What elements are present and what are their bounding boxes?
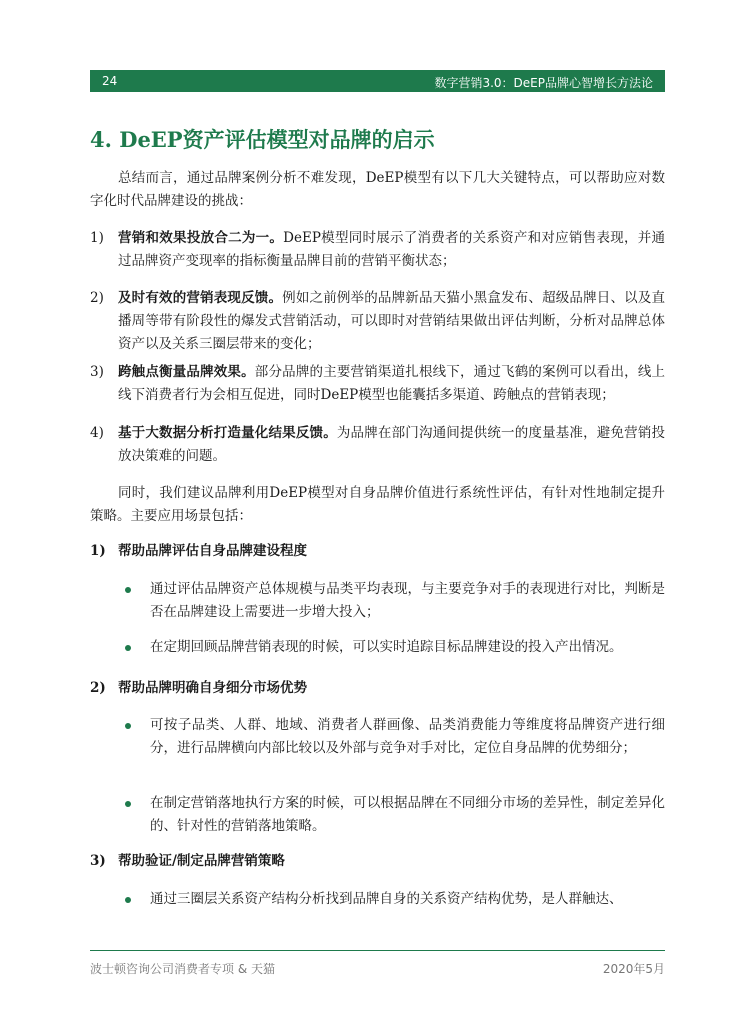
item-number: 4) <box>90 425 104 441</box>
bullet-text: 在定期回顾品牌营销表现的时候，可以实时追踪目标品牌建设的投入产出情况。 <box>150 639 623 655</box>
key-feature-item <box>90 361 665 407</box>
section-title: 4. DeEP资产评估模型对品牌的启示 <box>90 127 435 152</box>
item-lead: 基于大数据分析打造量化结果反馈。 <box>118 425 337 441</box>
recommend-paragraph: 同时，我们建议品牌利用DeEP模型对自身品牌价值进行系统性评估，有针对性地制定提升策略。主要应用场景包括： <box>90 485 665 524</box>
scenario-heading <box>90 850 285 873</box>
bullet-text: 可按子品类、人群、地域、消费者人群画像、品类消费能力等维度将品牌资产进行细分，进行品牌横向内部比较以及外部与竞争对手对比，定位自身品牌的优势细分； <box>150 717 665 756</box>
item-lead: 跨触点衡量品牌效果。 <box>118 364 255 380</box>
bullet-item <box>122 578 665 624</box>
document-title: 数字营销3.0：DeEP品牌心智增长方法论 <box>434 76 653 90</box>
key-feature-item <box>90 287 665 356</box>
item-number: 3) <box>90 364 104 380</box>
item-text: 为品牌在部门沟通间提供统一的度量基准，避免营销投放决策难的问题。 <box>118 425 666 464</box>
scenario-heading <box>90 540 307 563</box>
bullet-item <box>122 888 665 911</box>
item-text: DeEP模型同时展示了消费者的关系资产和对应销售表现，并通过品牌资产变现率的指标衡量品牌目前的营销平衡状态； <box>118 230 665 269</box>
item-lead: 及时有效的营销表现反馈。 <box>118 290 283 306</box>
scenario-number: 1) <box>90 543 106 559</box>
bullet-item <box>122 636 665 659</box>
item-lead: 营销和效果投放合二为一。 <box>118 230 284 246</box>
bullet-item <box>122 792 665 838</box>
key-feature-item <box>90 422 665 468</box>
item-text: 部分品牌的主要营销渠道扎根线下，通过飞鹤的案例可以看出，线上线下消费者行为会相互促进，同时DeEP模型也能囊括多渠道、跨触点的营销表现； <box>118 364 666 403</box>
bullet-text: 通过三圈层关系资产结构分析找到品牌自身的关系资产结构优势，是人群触达、 <box>150 891 623 907</box>
bullet-dot-icon <box>125 587 131 593</box>
bullet-dot-icon <box>125 645 131 651</box>
item-text: 例如之前例举的品牌新品天猫小黑盒发布、超级品牌日、以及直播周等带有阶段性的爆发式营销活动，可以即时对营销结果做出评估判断，分析对品牌总体资产以及关系三圈层带来的变化； <box>118 290 666 352</box>
footer-divider <box>90 950 665 951</box>
key-feature-item <box>90 227 665 273</box>
footer-source: 波士顿咨询公司消费者专项 & 天猫 <box>90 962 275 976</box>
bullet-item <box>122 714 665 760</box>
page-number: 24 <box>102 74 118 88</box>
bullet-text: 通过评估品牌资产总体规模与品类平均表现，与主要竞争对手的表现进行对比，判断是否在品牌建设上需要进一步增大投入； <box>150 581 665 620</box>
scenario-title: 帮助品牌评估自身品牌建设程度 <box>118 543 307 559</box>
scenario-number: 3) <box>90 853 106 869</box>
scenario-heading <box>90 677 307 700</box>
scenario-title: 帮助品牌明确自身细分市场优势 <box>118 680 307 696</box>
bullet-text: 在制定营销落地执行方案的时候，可以根据品牌在不同细分市场的差异性，制定差异化的、针对性的营销落地策略。 <box>150 795 665 834</box>
scenario-number: 2) <box>90 680 106 696</box>
header-bar <box>90 70 665 92</box>
bullet-dot-icon <box>125 801 131 807</box>
item-number: 1) <box>90 230 104 246</box>
bullet-dot-icon <box>125 897 131 903</box>
bullet-dot-icon <box>125 723 131 729</box>
item-number: 2) <box>90 290 104 306</box>
footer-date: 2020年5月 <box>602 962 665 976</box>
intro-paragraph: 总结而言，通过品牌案例分析不难发现，DeEP模型有以下几大关键特点，可以帮助应对数字化时代品牌建设的挑战： <box>90 170 665 209</box>
scenario-title: 帮助验证/制定品牌营销策略 <box>118 853 285 869</box>
